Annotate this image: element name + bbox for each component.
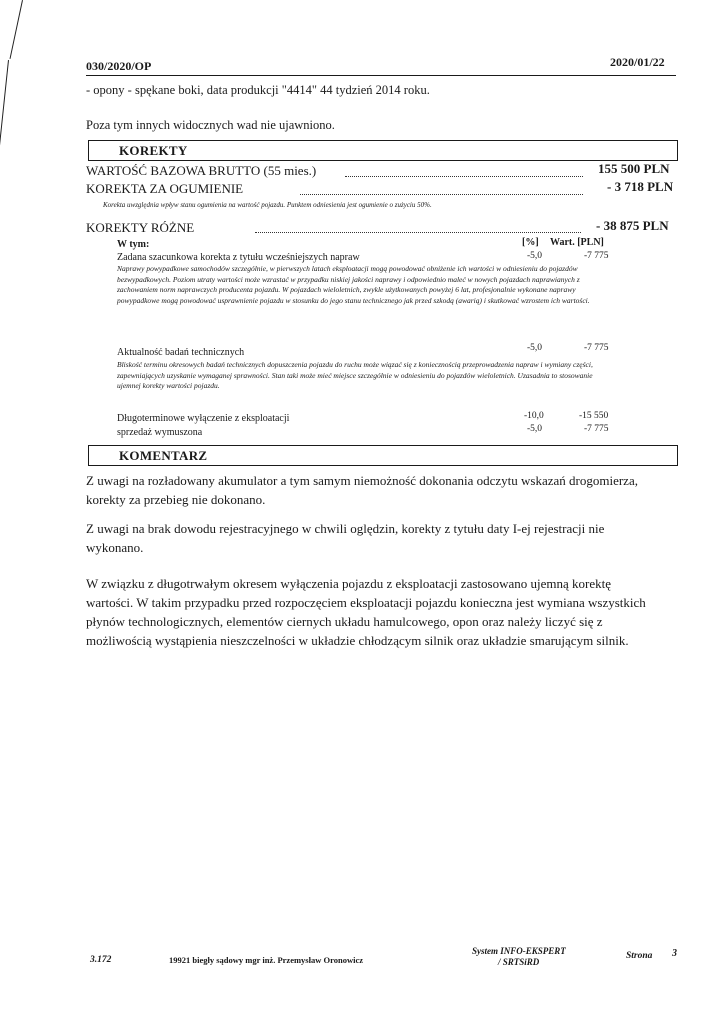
various-corrections-label: KOREKTY RÓŻNE [86, 220, 195, 235]
dot-leader [345, 176, 583, 177]
various-corrections-amount: - 38 875 PLN [596, 218, 669, 233]
correction-item-value: -7 775 [584, 343, 609, 353]
korekty-section-header [88, 140, 678, 161]
correction-item-percent: -5,0 [527, 343, 543, 353]
komentarz-title: KOMENTARZ [119, 448, 208, 463]
correction-item-label: sprzedaż wymuszona [117, 427, 203, 438]
correction-item-label: Aktualność badań technicznych [117, 347, 245, 358]
value-column-header: Wart. [PLN] [550, 237, 604, 248]
dot-leader [255, 232, 581, 233]
correction-item-label: Zadana szacunkowa korekta z tytułu wcześniejszych napraw [117, 252, 360, 263]
scan-fold-line [10, 0, 23, 59]
footer-page-label: Strona [626, 951, 653, 961]
correction-item-percent: -10,0 [524, 411, 544, 421]
correction-item-percent: -5,0 [527, 251, 543, 261]
tire-correction-note: Korekta uwzględnia wpływ stanu ogumienia na wartość pojazdu. Punktem odniesienia jest ogumienie o zużyciu 50%. [103, 201, 432, 209]
scan-fold-line [0, 60, 9, 229]
header-rule [86, 75, 676, 76]
komentarz-section-header [88, 445, 678, 466]
correction-item-label: Długoterminowe wyłączenie z eksploatacji [117, 413, 290, 424]
correction-item-percent: -5,0 [527, 424, 543, 434]
including-label: W tym: [117, 239, 150, 250]
document-number: 030/2020/OP [86, 59, 152, 73]
percent-column-header: [%] [522, 237, 539, 248]
correction-item-note: Bliskość terminu okresowych badań technicznych dopuszczenia pojazdu do ruchu może wiązać się z koniecznością przeprowadzenia napraw i wymiany części, zapewniających uzyskanie wymaganej sprawności. Stan taki może mieć miejsce szczególnie w odniesieniu do pojazdów wieloletnich. Uzasadnia to stosowanie ujemnej korekty wartości pojazdu. [117, 360, 593, 391]
no-defects-line: Poza tym innych widocznych wad nie ujawniono. [86, 118, 335, 132]
base-value-amount: 155 500 PLN [598, 161, 670, 176]
comment-paragraph: Z uwagi na rozładowany akumulator a tym samym niemożność dokonania odczytu wskazań drogomierza, korekty za przebieg nie dokonano. [86, 473, 638, 507]
tires-line: - opony - spękane boki, data produkcji "4414" 44 tydzień 2014 roku. [86, 83, 430, 97]
correction-item-value: -7 775 [584, 424, 609, 434]
footer-system-line2: / SRTSiRD [498, 957, 540, 967]
comment-paragraph: Z uwagi na brak dowodu rejestracyjnego w chwili oględzin, korekty z tytułu daty I-ej rejestracji nie wykonano. [86, 521, 605, 555]
korekty-title: KOREKTY [119, 143, 188, 158]
footer-system-line1: System INFO-EKSPERT [472, 946, 566, 956]
correction-item-value: -7 775 [584, 251, 609, 261]
comment-paragraph: W związku z długotrwałym okresem wyłączenia pojazdu z eksploatacji zastosowano ujemną korektę wartości. W takim przypadku przed rozpoczęciem eksploatacji pojazdu konieczna jest wymiana wszystkich płynów technologicznych, elementów ciernych układu hamulcowego, opon oraz należy liczyć się z możliwością wystąpienia nieszczelności w układzie chłodzącym silnik oraz układzie smarującym silnik. [86, 576, 646, 648]
footer-page-code: 3.172 [90, 955, 112, 965]
tire-correction-amount: - 3 718 PLN [607, 179, 674, 194]
footer-page-number: 3 [672, 948, 677, 959]
correction-item-value: -15 550 [579, 411, 609, 421]
correction-item-note: Naprawy powypadkowe samochodów szczególnie, w pierwszych latach eksploatacji mogą powodować obniżenie ich wartości w odniesieniu do pojazdów bezwypadkowych. Poziom utraty wartości może wzrastać w przypadku niskiej jakości naprawy i odpowiednio maleć w nowych pojazdach naprawianych z zachowaniem norm naprawczych producenta pojazdu. W pojazdach wieloletnich, zwykle użytkowanych powyżej 6 lat, profesjonalnie wykonane naprawy powypadkowe mogą powodować usprawnienie pojazdu w stosunku do jego stanu technicznego jak przed szkodą (awarią) i skutkować wzrostem ich wartości. [117, 264, 590, 305]
document-date: 2020/01/22 [610, 55, 665, 69]
base-value-label: WARTOŚĆ BAZOWA BRUTTO (55 mies.) [86, 163, 317, 178]
footer-expert: 19921 biegły sądowy mgr inż. Przemysław Oronowicz [169, 955, 363, 965]
dot-leader [300, 194, 583, 195]
tire-correction-label: KOREKTA ZA OGUMIENIE [86, 181, 244, 196]
